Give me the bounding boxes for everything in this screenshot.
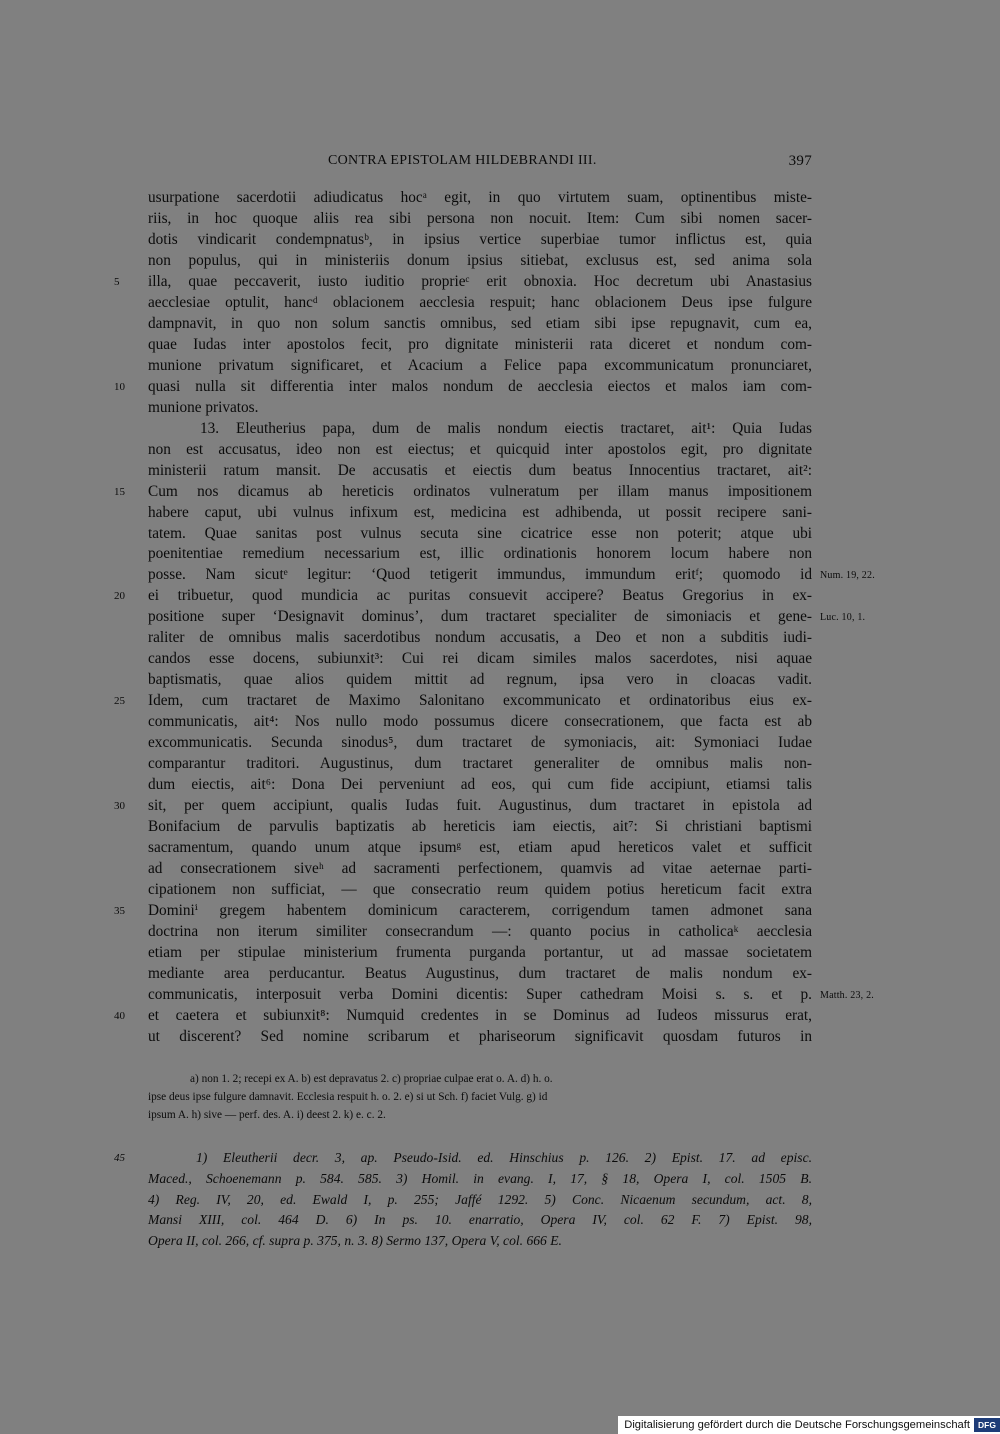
text-line-text: munione privatum significaret, et Acacium a Felice papa excommunicatum pronunciaret,	[148, 356, 812, 374]
text-line-text: poenitentiae remedium necessarium est, illic ordinationis honorem locum habere non	[148, 545, 812, 563]
text-line	[148, 817, 812, 838]
line-number: 25	[114, 695, 125, 708]
variant-note-line: ipsum A. h) sive — perf. des. A. i) deest 2. k) e. c. 2.	[148, 1109, 386, 1121]
text-line-text: sit, per quem accipiunt, qualis Iudas fuit. Augustinus, dum tractaret in epistola ad	[148, 797, 812, 815]
dfg-logo: DFG	[974, 1418, 1000, 1432]
running-header	[148, 153, 812, 173]
text-line	[148, 670, 812, 691]
text-line	[148, 754, 812, 775]
reference-note-line	[148, 1169, 812, 1190]
text-line	[148, 314, 812, 335]
text-line-text: excommunicatis. Secunda sinodus⁵, dum tractaret de symoniacis, ait: Symoniaci Iudae	[148, 734, 812, 752]
line-number: 30	[114, 800, 125, 813]
text-line-text: Dominiⁱ gregem habentem dominicum caracterem, corrigendum tamen admonet sana	[148, 901, 812, 919]
marginal-reference: Luc. 10, 1.	[820, 612, 866, 624]
text-line	[148, 230, 812, 251]
text-line	[114, 1006, 812, 1027]
text-line	[148, 356, 812, 377]
text-line-text: baptismatis, quae alios quidem mittit ad regnum, ipsa vero in cloacas vadit.	[148, 671, 812, 689]
text-line	[148, 985, 874, 1006]
text-line-text: non populus, qui in ministeriis donum ipsius sitiebat, exclusus est, sed anima sola	[148, 251, 812, 269]
line-number: 35	[114, 904, 125, 917]
text-line	[148, 943, 812, 964]
reference-note-line	[148, 1231, 812, 1252]
text-line	[114, 691, 812, 712]
text-line-text: raliter de omnibus malis sacerdotibus nondum accusatis, a Deo et non a subditis iudi-	[148, 629, 812, 647]
text-line	[148, 293, 812, 314]
text-line-text: ut discerent? Sed nomine scribarum et phariseorum significavit quosdam futuros in	[148, 1027, 812, 1045]
text-line	[148, 188, 812, 209]
variant-note-line: ipse deus ipse fulgure damnavit. Ecclesia respuit h. o. 2. e) si ut Sch. f) faciet Vulg. g) id	[148, 1091, 548, 1103]
text-line	[148, 649, 812, 670]
text-line	[148, 1027, 812, 1048]
text-line-text: positione super ‘Designavit dominus’, dum tractaret specialiter de simoniacis et gene-	[148, 608, 812, 626]
text-line-text: doctrina non iterum similiter consecrandum —: quanto pocius in catholicaᵏ aecclesia	[148, 922, 812, 940]
text-line	[148, 440, 812, 461]
text-line-text: dum eiectis, ait⁶: Dona Dei perveniunt ad eos, qui cum fide accipiunt, etiamsi talis	[148, 776, 812, 794]
variant-notes	[148, 1070, 812, 1124]
text-line-text: Bonifacium de parvulis baptizatis ab hereticis iam eiectis, ait⁷: Si christiani baptismi	[148, 818, 812, 836]
text-line	[148, 838, 812, 859]
running-title: CONTRA EPISTOLAM HILDEBRANDI III.	[328, 153, 597, 168]
text-line	[148, 419, 812, 440]
reference-note-line-text: 1) Eleutherii decr. 3, ap. Pseudo-Isid. ed. Hinschius p. 126. 2) Epist. 17. ad episc.	[196, 1150, 812, 1165]
page-number: 397	[788, 153, 812, 169]
text-line	[114, 901, 812, 922]
text-line	[114, 272, 812, 293]
line-number: 15	[114, 485, 125, 498]
text-line	[114, 482, 812, 503]
text-line	[148, 209, 812, 230]
text-line-text: ministerii ratum mansit. De accusatis et eiectis dum beatus Innocentius tractaret, ait²:	[148, 461, 812, 479]
text-line-text: candos esse docens, subiunxit³: Cui rei dicam similes malos sacerdotes, nisi aquae	[148, 650, 812, 668]
text-line-text: tatem. Quae sanitas post vulnus secuta sine cicatrice esse non poterit; atque ubi	[148, 524, 812, 542]
text-line	[148, 733, 812, 754]
text-line-text: dampnavit, in quo non solum sanctis omnibus, sed etiam sibi ipse repugnavit, cum ea,	[148, 314, 812, 332]
line-number: 20	[114, 590, 125, 603]
text-line	[148, 544, 812, 565]
text-line	[148, 922, 812, 943]
variant-note-line: a) non 1. 2; recepi ex A. b) est depravatus 2. c) propriae culpae erat o. A. d) h. o.	[190, 1073, 553, 1085]
text-line	[148, 859, 812, 880]
marginal-reference: Num. 19, 22.	[820, 570, 875, 582]
text-line	[148, 461, 812, 482]
text-line-text: ad consecrationem siveʰ ad sacramenti perfectionem, quamvis ad vitae aeternae parti-	[148, 860, 812, 877]
text-line-text: ei tribuetur, quod mundicia ac puritas consuevit accipere? Beatus Gregorius in ex-	[148, 587, 812, 605]
reference-note-line	[148, 1190, 812, 1211]
text-line-text: usurpatione sacerdotii adiudicatus hocᵃ egit, in quo virtutem suam, optinentibus miste-	[148, 189, 812, 206]
text-line-text: aecclesiae optulit, hancᵈ oblacionem aecclesia respuit; hanc oblacionem Deus ipse fulgure	[148, 293, 812, 311]
text-line-text: comparantur traditori. Augustinus, dum tractaret generaliter de omnibus malis non-	[148, 755, 812, 773]
line-number: 40	[114, 1009, 125, 1022]
reference-notes	[114, 1148, 812, 1252]
text-line	[148, 398, 812, 419]
text-line	[148, 712, 812, 733]
line-number: 45	[114, 1152, 125, 1164]
text-line-text: sacramentum, quando unum atque ipsumᵍ est, etiam apud hereticos valet et sufficit	[148, 839, 812, 857]
text-line	[148, 607, 866, 628]
text-line	[148, 775, 812, 796]
line-number: 10	[114, 380, 125, 393]
text-line	[148, 880, 812, 901]
text-line-text: quae Iudas inter apostolos fecit, pro dignitate ministerii rata diceret et nondum com-	[148, 335, 812, 353]
text-line-text: Cum nos dicamus ab hereticis ordinatos vulneratum per illam manus impositionem	[148, 482, 812, 500]
text-line-text: communicatis, interposuit verba Domini dicentis: Super cathedram Moisi s. s. et p.	[148, 985, 812, 1003]
reference-note-line-text: Opera II, col. 266, cf. supra p. 375, n. 3. 8) Sermo 137, Opera V, col. 666 E.	[148, 1233, 562, 1249]
text-line	[148, 503, 812, 524]
text-line-text: mediante area perducantur. Beatus Augustinus, dum tractaret de malis nondum ex-	[148, 964, 812, 982]
text-line-text: munione privatos.	[148, 398, 259, 416]
reference-note-line-text: Maced., Schoenemann p. 584. 585. 3) Homil. in evang. I, 17, § 18, Opera I, col. 1505 B.	[148, 1170, 812, 1186]
marginal-reference: Matth. 23, 2.	[820, 989, 874, 1001]
text-line-text: 13. Eleutherius papa, dum de malis nondum eiectis tractaret, ait¹: Quia Iudas	[200, 419, 812, 437]
text-line-text: dotis vindicarit condempnatusᵇ, in ipsius vertice superbiae tumor inflictus est, quia	[148, 230, 812, 248]
text-line-text: quasi nulla sit differentia inter malos nondum de aecclesia eiectos et malos iam com-	[148, 377, 812, 395]
reference-note-line	[148, 1210, 812, 1231]
text-line-text: habere caput, ubi vulnus infixum est, medicina est adhibenda, ut possit recipere sani-	[148, 503, 812, 521]
text-line	[148, 628, 812, 649]
text-line-text: Idem, cum tractaret de Maximo Salonitano excommunicato et ordinatoribus eius ex-	[148, 692, 812, 710]
line-number: 5	[114, 275, 120, 288]
reference-note-line-text: Mansi XIII, col. 464 D. 6) In ps. 10. enarratio, Opera IV, col. 62 F. 7) Epist. 98,	[148, 1212, 812, 1228]
text-line-text: etiam per stipulae ministerium frumenta purganda portantur, ut ad massae societatem	[148, 943, 812, 961]
footer-text: Digitalisierung gefördert durch die Deutsche Forschungsgemeinschaft	[624, 1419, 970, 1431]
reference-note-line-text: 4) Reg. IV, 20, ed. Ewald I, p. 255; Jaffé 1292. 5) Conc. Nicaenum secundum, act. 8,	[148, 1191, 812, 1207]
text-line-text: non est accusatus, ideo non est eiectus; et quicquid inter apostolos egit, pro dignitate	[148, 440, 812, 458]
text-line	[148, 524, 812, 545]
text-line	[148, 964, 812, 985]
text-line-text: et caetera et subiunxit⁸: Numquid credentes in se Dominus ad Iudeos missurus erat,	[148, 1006, 812, 1024]
text-line-text: communicatis, ait⁴: Nos nullo modo possumus dicere consecrationem, que facta est ab	[148, 713, 812, 731]
text-line	[114, 377, 812, 398]
text-line-text: cipationem non sufficiat, — que consecratio reum quidem potius hereticum facit extra	[148, 880, 812, 898]
digitization-footer	[618, 1416, 1000, 1434]
reference-note-line	[114, 1148, 812, 1169]
text-line	[114, 586, 812, 607]
main-text	[114, 188, 875, 1048]
text-line	[148, 251, 812, 272]
text-line-text: posse. Nam sicutᵉ legitur: ‘Quod tetigerit immundus, immundum eritᶠ; quomodo id	[148, 566, 812, 584]
text-line	[114, 796, 812, 817]
text-line-text: riis, in hoc quoque aliis rea sibi persona non nocuit. Item: Cum sibi nomen sacer-	[148, 209, 812, 227]
text-line-text: illa, quae peccaverit, iusto iuditio proprieᶜ erit obnoxia. Hoc decretum ubi Anastasius	[148, 272, 812, 290]
text-line	[148, 565, 875, 586]
text-line	[148, 335, 812, 356]
